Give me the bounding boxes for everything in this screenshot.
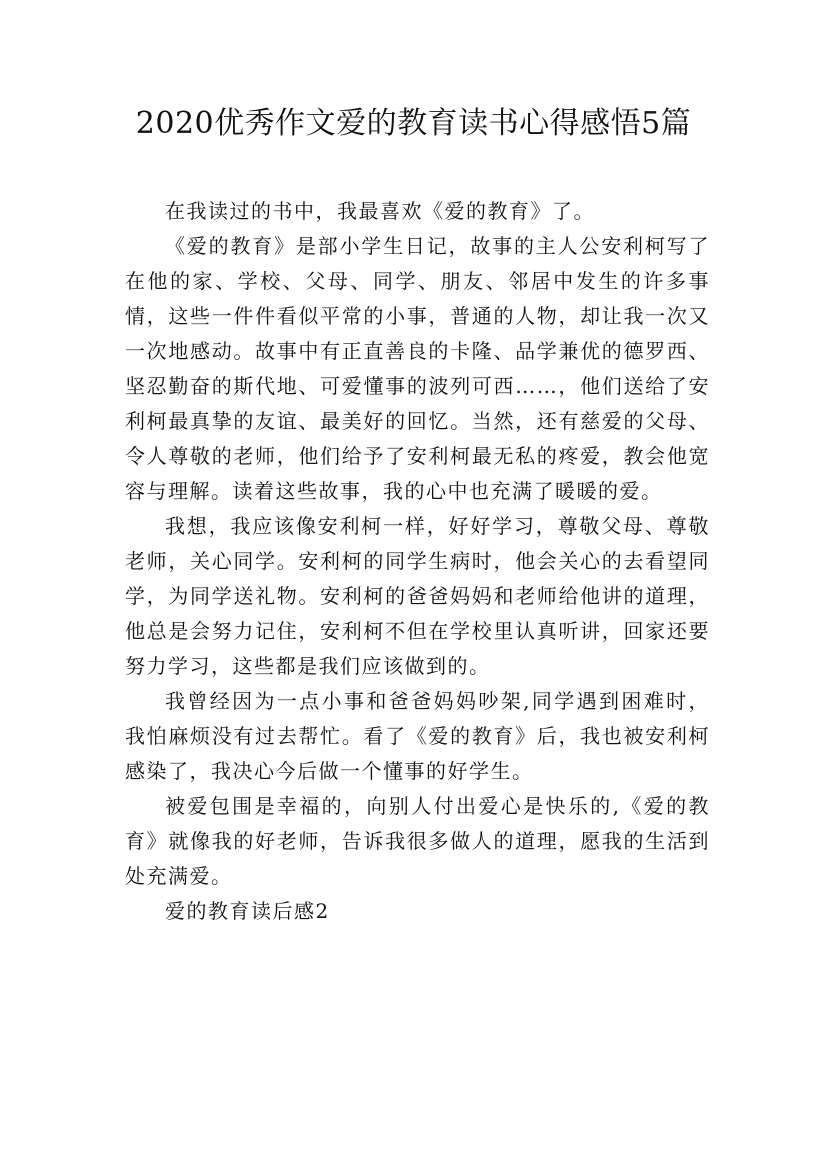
document-title: 2020优秀作文爱的教育读书心得感悟5篇 bbox=[135, 106, 692, 141]
paragraph-5: 被爱包围是幸福的，向别人付出爱心是快乐的,《爱的教育》就像我的好老师，告诉我很多做人的道理，愿我的生活到处充满爱。 bbox=[125, 794, 710, 888]
paragraph-1: 在我读过的书中，我最喜欢《爱的教育》了。 bbox=[165, 199, 595, 223]
paragraph-3: 我想，我应该像安利柯一样，好好学习，尊敬父母、尊敬老师，关心同学。安利柯的同学生病时，他会关心的去看望同学，为同学送礼物。安利柯的爸爸妈妈和老师给他讲的道理，他总是会努力记住，安利柯不但在学校里认真听讲，回家还要努力学习，这些都是我们应该做到的。 bbox=[125, 514, 710, 678]
paragraph-2: 《爱的教育》是部小学生日记，故事的主人公安利柯写了在他的家、学校、父母、同学、朋友、邻居中发生的许多事情，这些一件件看似平常的小事，普通的人物，却让我一次又一次地感动。故事中有正直善良的卡隆、品学兼优的德罗西、坚忍勤奋的斯代地、可爱懂事的波列可西……，他们送给了安利柯最真挚的友谊、最美好的回忆。当然，还有慈爱的父母、令人尊敬的老师，他们给予了安利柯最无私的疼爱，教会他宽容与理解。读着这些故事，我的心中也充满了暖暖的爱。 bbox=[125, 234, 710, 503]
section-heading: 爱的教育读后感2 bbox=[165, 899, 330, 923]
document-body bbox=[125, 194, 710, 929]
paragraph-4: 我曾经因为一点小事和爸爸妈妈吵架,同学遇到困难时，我怕麻烦没有过去帮忙。看了《爱的教育》后，我也被安利柯感染了，我决心今后做一个懂事的好学生。 bbox=[125, 689, 710, 783]
